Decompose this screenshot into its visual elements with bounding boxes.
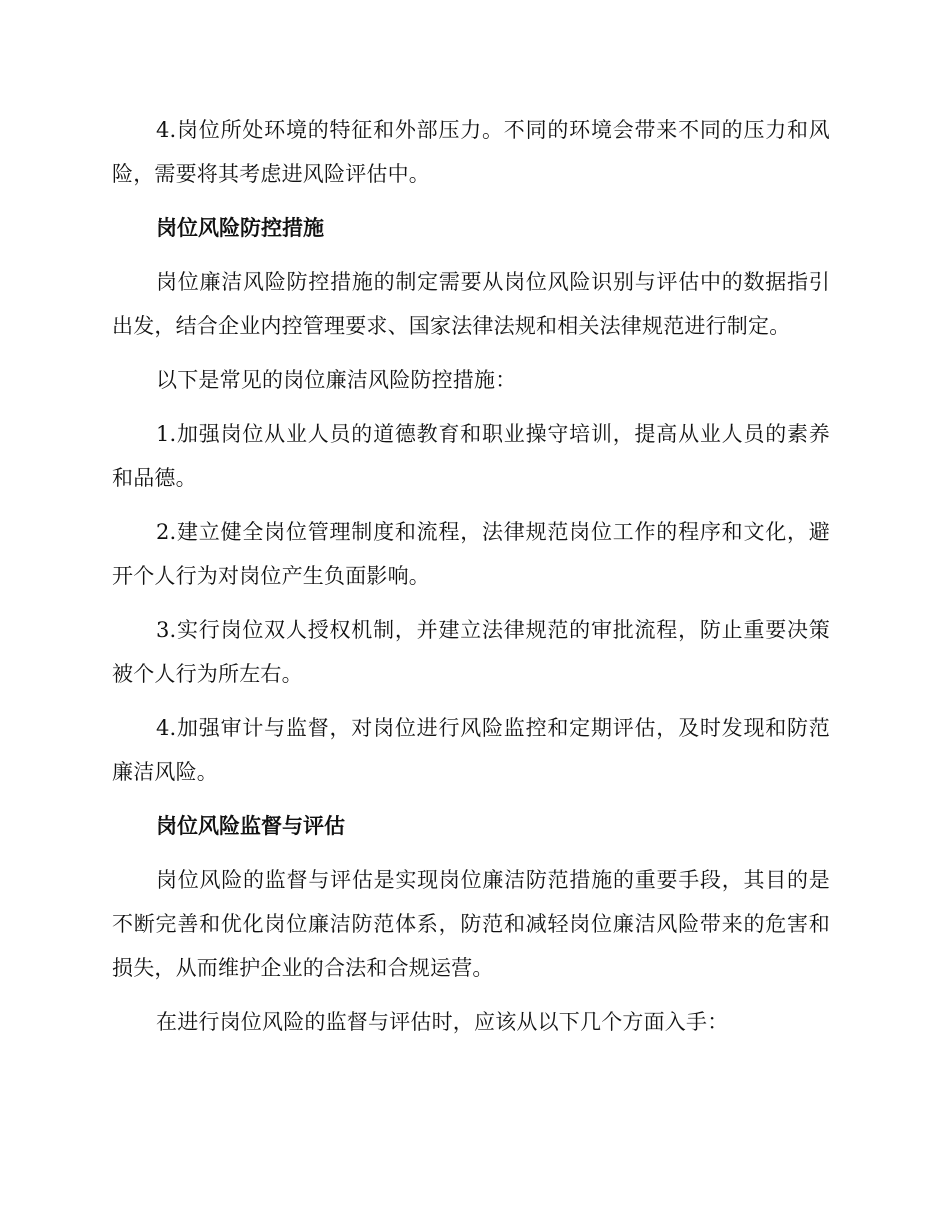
- section-heading-supervision-evaluation: 岗位风险监督与评估: [156, 814, 345, 838]
- paragraph-gap: [112, 402, 830, 412]
- paragraph-supervision-aspects: 在进行岗位风险的监督与评估时，应该从以下几个方面入手：: [156, 1010, 729, 1034]
- paragraph-measures-intro: 岗位廉洁风险防控措施的制定需要从岗位风险识别与评估中的数据指引出发，结合企业内控管理要求、国家法律法规和相关法律规范进行制定。: [112, 270, 830, 338]
- paragraph-gap: [112, 196, 830, 206]
- paragraph-gap: [112, 848, 830, 858]
- paragraph-common-measures: 以下是常见的岗位廉洁风险防控措施：: [156, 368, 517, 392]
- paragraph-environment-pressure: 4.岗位所处环境的特征和外部压力。不同的环境会带来不同的压力和风险，需要将其考虑进风险评估中。: [112, 118, 830, 186]
- paragraph-gap: [112, 250, 830, 260]
- list-item-measure-1: 1.加强岗位从业人员的道德教育和职业操守培训，提高从业人员的素养和品德。: [112, 422, 830, 490]
- section-heading-prevention-measures: 岗位风险防控措施: [156, 216, 324, 240]
- paragraph-gap: [112, 348, 830, 358]
- list-item-measure-3: 3.实行岗位双人授权机制，并建立法律规范的审批流程，防止重要决策被个人行为所左右。: [112, 618, 830, 686]
- list-item-measure-4: 4.加强审计与监督，对岗位进行风险监控和定期评估，及时发现和防范廉洁风险。: [112, 716, 830, 784]
- paragraph-gap: [112, 696, 830, 706]
- list-item-measure-2: 2.建立健全岗位管理制度和流程，法律规范岗位工作的程序和文化，避开个人行为对岗位产生负面影响。: [112, 520, 830, 588]
- paragraph-supervision-purpose: 岗位风险的监督与评估是实现岗位廉洁防范措施的重要手段，其目的是不断完善和优化岗位廉洁防范体系，防范和减轻岗位廉洁风险带来的危害和损失，从而维护企业的合法和合规运营。: [112, 868, 830, 980]
- paragraph-gap: [112, 990, 830, 1000]
- paragraph-gap: [112, 500, 830, 510]
- paragraph-gap: [112, 598, 830, 608]
- paragraph-gap: [112, 794, 830, 804]
- document-page: [112, 108, 830, 1044]
